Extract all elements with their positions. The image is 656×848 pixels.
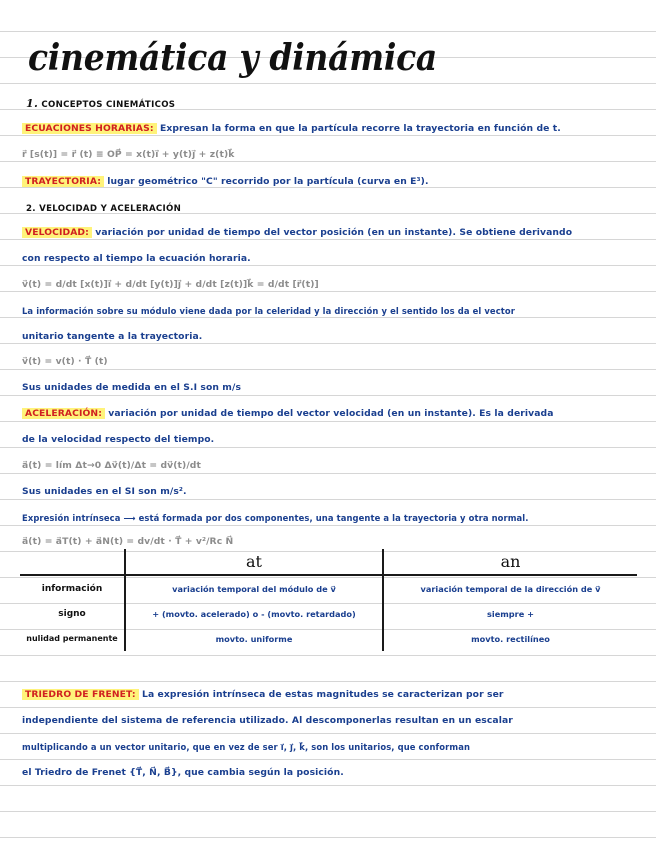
intrinseca-text: Expresión intrínseca ⟶ está formada por dos componentes, una tangente a la trayectoria y otra normal. — [22, 513, 529, 523]
frenet-text-3: multiplicando a un vector unitario, que en vez de ser i⃗, j⃗, k⃗, son los unitarios, que conforman — [22, 742, 471, 752]
section-2-number: 2. — [26, 204, 36, 214]
table-row — [20, 626, 637, 651]
cell-at: + (movto. acelerado) o - (movto. retardado) — [125, 601, 383, 626]
components-table — [20, 549, 637, 651]
aceleracion-line-1 — [22, 407, 638, 421]
velocidad-text-4: unitario tangente a la trayectoria. — [22, 331, 203, 342]
cell-an: variación temporal de la dirección de v⃗ — [383, 575, 637, 601]
header-an: an — [383, 549, 637, 575]
velocidad-label: VELOCIDAD: — [22, 227, 92, 238]
aceleracion-formula: a⃗(t) = lím Δt→0 Δv⃗(t)/Δt = dv⃗(t)/dt — [22, 460, 201, 471]
section-2-heading — [26, 203, 181, 215]
velocidad-text-3: La información sobre su módulo viene dada por la celeridad y la dirección y el sentido los da el vector — [22, 306, 515, 316]
frenet-label: TRIEDRO DE FRENET: — [22, 689, 139, 700]
velocidad-text-1: variación por unidad de tiempo del vector posición (en un instante). Se obtiene derivando — [95, 227, 573, 238]
row-label: información — [41, 583, 103, 594]
cell-an: siempre + — [383, 601, 637, 626]
trayectoria-label: TRAYECTORIA: — [22, 176, 104, 187]
table-row — [20, 601, 637, 626]
trayectoria-text: lugar geométrico "C" recorrido por la partícula (curva en E³). — [107, 176, 429, 187]
aceleracion-units: Sus unidades en el SI son m/s². — [22, 486, 187, 497]
table-corner — [20, 549, 125, 575]
cell-at: movto. uniforme — [125, 626, 383, 651]
page-title: cinemática y dinámica — [28, 36, 437, 79]
velocidad-formula: v⃗(t) = d/dt [x(t)]i⃗ + d/dt [y(t)]j⃗ + d/dt [z(t)]k⃗ = d/dt [r⃗(t)] — [22, 279, 319, 290]
section-1-heading — [26, 98, 175, 111]
velocidad-formula-2: v⃗(t) = v(t) · T⃗ (t) — [22, 356, 108, 367]
ecuaciones-text: Expresan la forma en que la partícula recorre la trayectoria en función de t. — [159, 123, 561, 134]
row-label: signo — [58, 608, 86, 619]
section-2-title: VELOCIDAD Y ACELERACIÓN — [39, 204, 182, 214]
cell-an: movto. rectilíneo — [383, 626, 637, 651]
section-1-number: 1. — [26, 97, 39, 110]
cell-at: variación temporal del módulo de v⃗ — [125, 575, 383, 601]
trayectoria-line — [22, 175, 638, 189]
ecuaciones-line — [22, 122, 638, 136]
ecuaciones-formula: r⃗ [s(t)] = r⃗ (t) ≡ OP⃗ = x(t)i⃗ + y(t)j⃗ + z(t)k⃗ — [22, 149, 235, 160]
table-row — [20, 575, 637, 601]
row-label: nulidad permanente — [26, 634, 118, 643]
aceleracion-label: ACELERACIÓN: — [22, 408, 105, 419]
frenet-text-1: La expresión intrínseca de estas magnitudes se caracterizan por ser — [142, 689, 504, 700]
frenet-text-4: el Triedro de Frenet {T⃗, N⃗, B⃗}, que cambia según la posición. — [22, 767, 344, 778]
velocidad-line-1 — [22, 226, 638, 240]
velocidad-units: Sus unidades de medida en el S.I son m/s — [22, 382, 242, 393]
table-header-row — [20, 549, 637, 575]
header-at: at — [125, 549, 383, 575]
section-1-title: CONCEPTOS CINEMÁTICOS — [41, 100, 176, 110]
ecuaciones-label: ECUACIONES HORARIAS: — [22, 123, 157, 134]
velocidad-text-2: con respecto al tiempo la ecuación horaria. — [22, 253, 251, 264]
frenet-text-2: independiente del sistema de referencia utilizado. Al descomponerlas resultan en un escalar — [22, 715, 513, 726]
aceleracion-text-2: de la velocidad respecto del tiempo. — [22, 434, 215, 445]
aceleracion-text-1: variación por unidad de tiempo del vector velocidad (en un instante). Es la derivada — [108, 408, 554, 419]
intrinseca-formula: a⃗(t) = a⃗T(t) + a⃗N(t) = dv/dt · T⃗ + v²/Rc N⃗ — [22, 536, 234, 547]
frenet-line-1 — [22, 688, 638, 702]
